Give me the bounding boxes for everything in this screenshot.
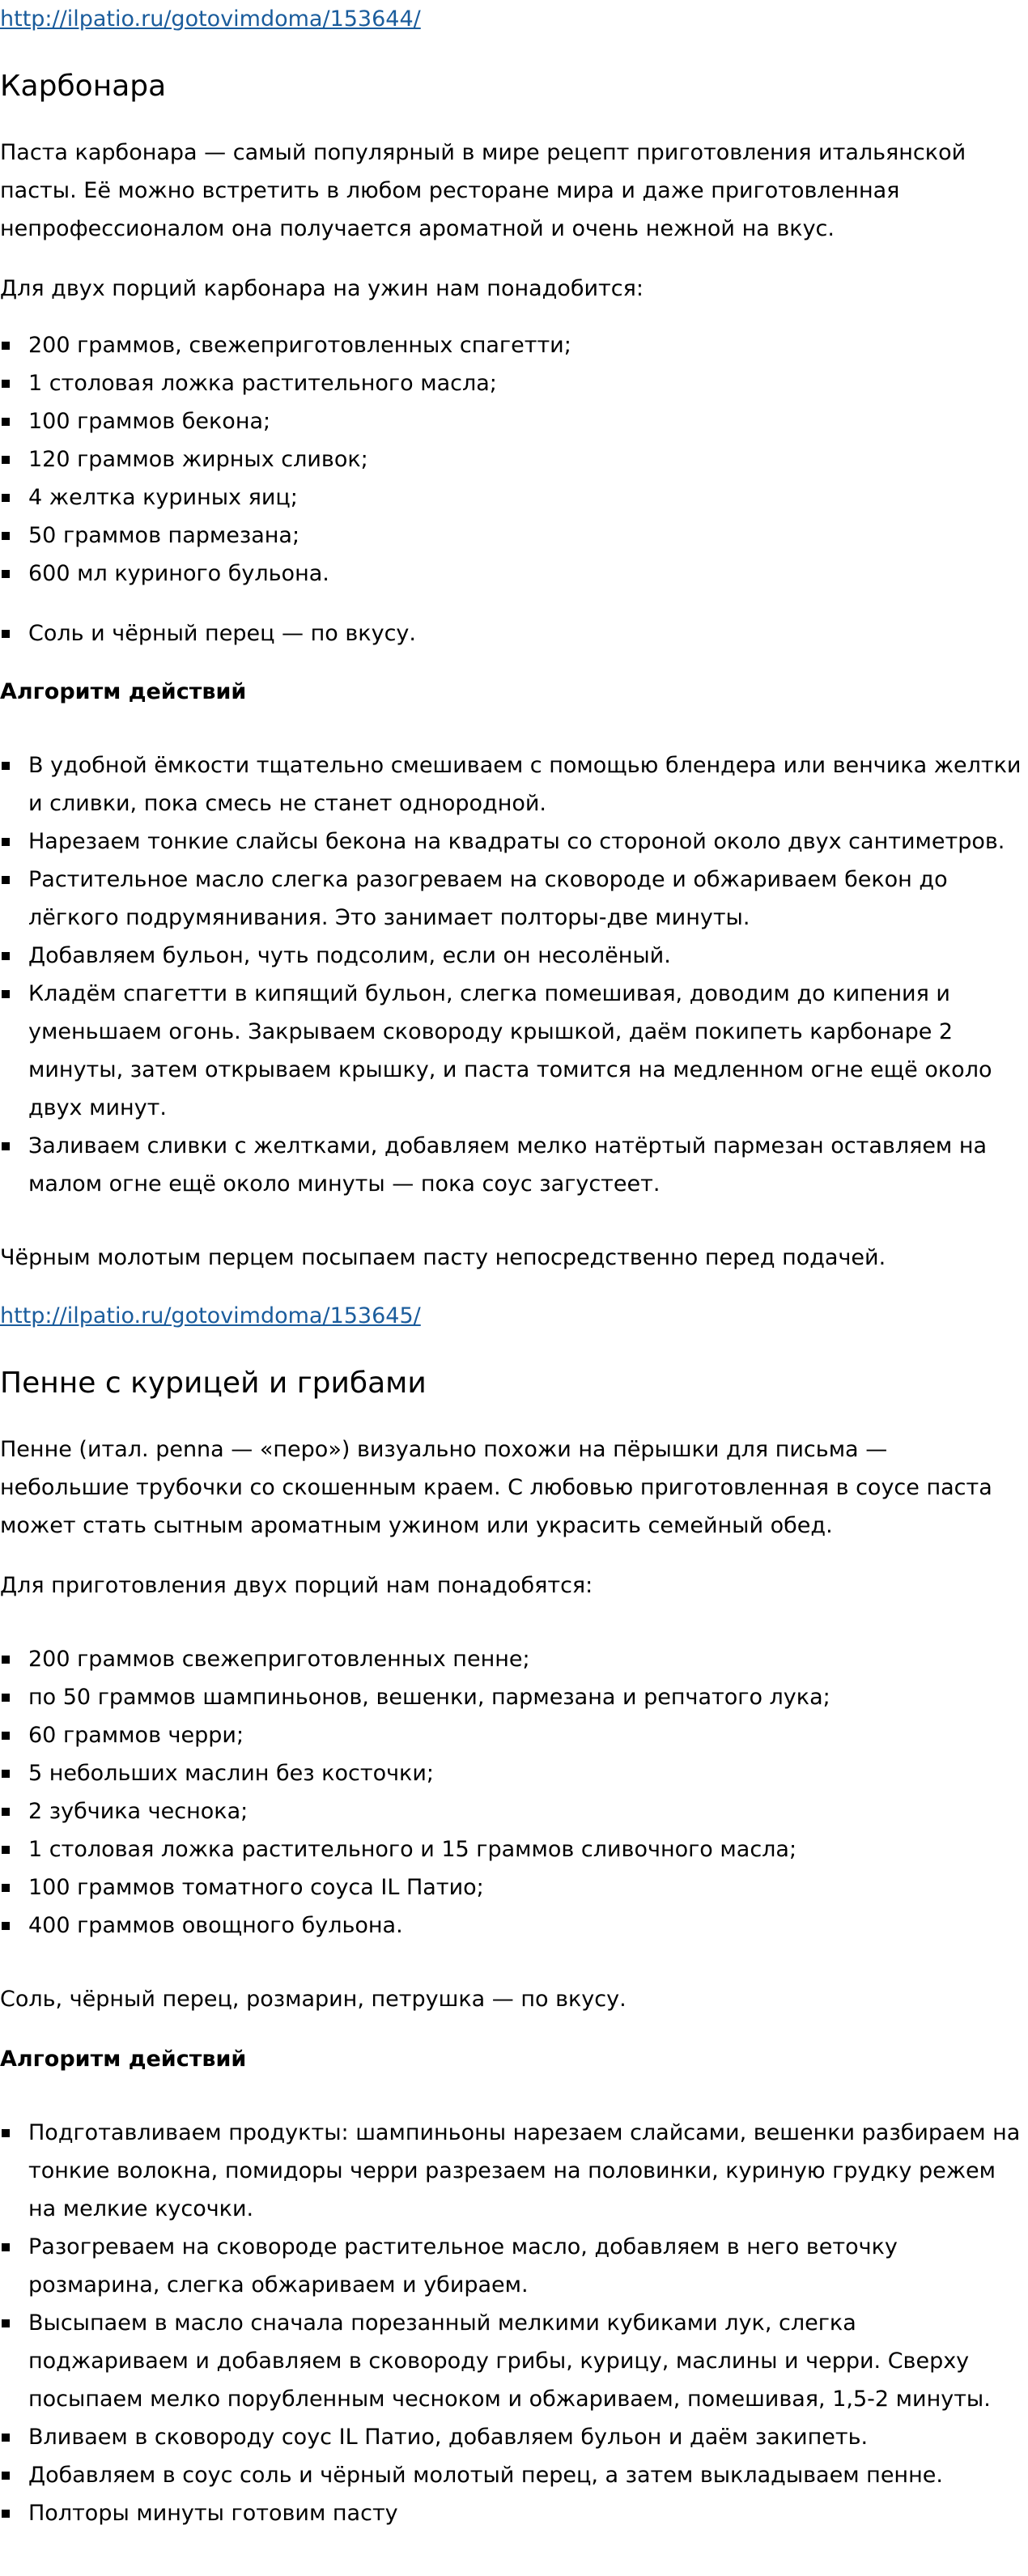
list-item: Кладём спагетти в кипящий бульон, слегка помешивая, доводим до кипения и уменьшаем огонь. Закрываем сковороду крышкой, даём покипеть карбонаре 2 минуты, затем открываем крышку, и паста томится на медленном огне ещё около двух минут. [0, 975, 1022, 1127]
list-item: 1 столовая ложка растительного и 15 граммов сливочного масла; [0, 1830, 1028, 1868]
list-item: Подготавливаем продукты: шампиньоны нарезаем слайсами, вешенки разбираем на тонкие волокна, помидоры черри разрезаем на половинки, куриную грудку режем на мелкие кусочки. [0, 2114, 1022, 2228]
recipe-penne [0, 1297, 1028, 2532]
list-item: 200 граммов, свежеприготовленных спагетти; [0, 326, 1028, 364]
list-item: 2 зубчика чеснока; [0, 1792, 1028, 1830]
list-item: 50 граммов пармезана; [0, 516, 1028, 555]
list-item: по 50 граммов шампиньонов, вешенки, пармезана и репчатого лука; [0, 1678, 1028, 1716]
list-item: Высыпаем в масло сначала порезанный мелкими кубиками лук, слегка поджариваем и добавляем в сковороду грибы, курицу, маслины и черри. Сверху посыпаем мелко порубленным чесноком и обжариваем, помешивая, 1,5-2 минуты. [0, 2304, 1022, 2418]
list-item: Добавляем в соус соль и чёрный молотый перец, а затем выкладываем пенне. [0, 2456, 1022, 2494]
source-link[interactable]: http://ilpatio.ru/gotovimdoma/153644/ [0, 6, 421, 32]
seasoning-note: Соль, чёрный перец, розмарин, петрушка — по вкусу. [0, 1987, 627, 2012]
list-item: 5 небольших маслин без косточки; [0, 1754, 1028, 1792]
list-item: 120 граммов жирных сливок; [0, 440, 1028, 478]
list-item: 1 столовая ложка растительного масла; [0, 364, 1028, 402]
list-item: Вливаем в сковороду соус IL Патио, добавляем бульон и даём закипеть. [0, 2418, 1022, 2456]
list-item: Соль и чёрный перец — по вкусу. [0, 614, 1028, 653]
list-item: 600 мл куриного бульона. [0, 555, 1028, 593]
list-item: Полторы минуты готовим пасту [0, 2494, 1022, 2532]
recipe-title: Пенне с курицей и грибами [0, 1367, 427, 1400]
steps-heading: Алгоритм действий [0, 679, 247, 704]
recipe-carbonara [0, 0, 1028, 1277]
ingredients-lead: Для двух порций карбонара на ужин нам понадобится: [0, 276, 644, 301]
list-item: Растительное масло слегка разогреваем на сковороде и обжариваем бекон до лёгкого подрумянивания. Это занимает полторы-две минуты. [0, 861, 1022, 937]
steps-list [0, 746, 1022, 1203]
list-item: 100 граммов томатного соуса IL Патио; [0, 1868, 1028, 1906]
list-item: Заливаем сливки с желтками, добавляем мелко натёртый пармезан оставляем на малом огне ещё около минуты — пока соус загустеет. [0, 1127, 1022, 1203]
ingredients-lead: Для приготовления двух порций нам понадобятся: [0, 1573, 593, 1598]
recipe-intro: Паста карбонара — самый популярный в мире рецепт приготовления итальянской пасты. Её можно встретить в любом ресторане мира и даже приготовленная непрофессионалом она получается ароматной и очень нежной на вкус. [0, 140, 966, 241]
steps-heading: Алгоритм действий [0, 2047, 247, 2072]
ingredients-list [0, 326, 1028, 593]
steps-list [0, 2114, 1022, 2532]
list-item: 4 желтка куриных яиц; [0, 478, 1028, 516]
list-item: 60 граммов черри; [0, 1716, 1028, 1754]
closing-note: Чёрным молотым перцем посыпаем пасту непосредственно перед подачей. [0, 1245, 886, 1270]
recipe-intro: Пенне (итал. penna — «перо») визуально похожи на пёрышки для письма — небольшие трубочки со скошенным краем. С любовью приготовленная в соусе паста может стать сытным ароматным ужином или украсить семейный обед. [0, 1437, 992, 1538]
list-item: Добавляем бульон, чуть подсолим, если он несолёный. [0, 937, 1022, 975]
list-item: 400 граммов овощного бульона. [0, 1906, 1028, 1945]
list-item: 100 граммов бекона; [0, 402, 1028, 440]
list-item: Нарезаем тонкие слайсы бекона на квадраты со стороной около двух сантиметров. [0, 823, 1022, 861]
ingredients-list [0, 1640, 1028, 1945]
list-item: Разогреваем на сковороде растительное масло, добавляем в него веточку розмарина, слегка обжариваем и убираем. [0, 2228, 1022, 2304]
list-item: В удобной ёмкости тщательно смешиваем с помощью блендера или венчика желтки и сливки, пока смесь не станет однородной. [0, 746, 1022, 823]
seasoning-list [0, 614, 1028, 653]
source-link[interactable]: http://ilpatio.ru/gotovimdoma/153645/ [0, 1303, 421, 1328]
list-item: 200 граммов свежеприготовленных пенне; [0, 1640, 1028, 1678]
recipe-title: Карбонара [0, 70, 167, 103]
